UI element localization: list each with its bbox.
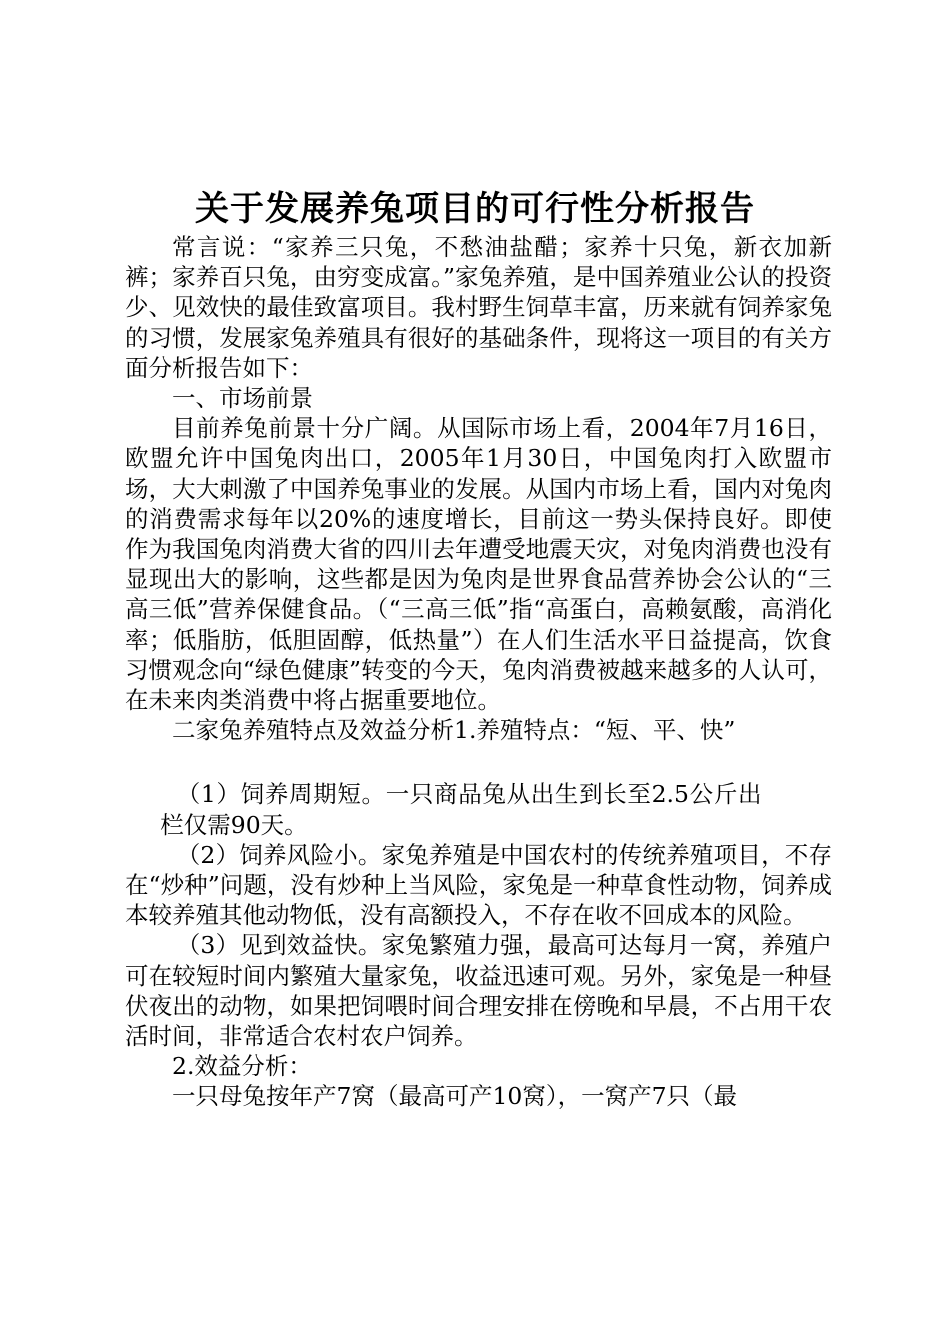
feature-item-1: （1）饲养周期短。一只商品兔从出生到长至2.5公斤出栏仅需90天。 — [160, 780, 762, 839]
feature-item-2: （2）饲养风险小。家兔养殖是中国农村的传统养殖项目，不存在“炒种”问题，没有炒种上当风险，家兔是一种草食性动物，饲养成本较养殖其他动物低，没有高额投入，不存在收不回成本的风险。 — [125, 840, 832, 930]
section-heading-market: 一、市场前景 — [172, 384, 313, 413]
benefit-paragraph: 一只母兔按年产7窝（最高可产10窝），一窝产7只（最 — [172, 1082, 738, 1111]
document-body — [125, 232, 832, 1112]
section-heading-features: 二家兔养殖特点及效益分析1.养殖特点：“短、平、快” — [172, 716, 736, 745]
subheading-benefit: 2.效益分析： — [172, 1052, 312, 1081]
feature-item-3: （3）见到效益快。家兔繁殖力强，最高可达每月一窝，养殖户可在较短时间内繁殖大量家兔，收益迅速可观。另外，家兔是一种昼伏夜出的动物，如果把饲喂时间合理安排在傍晚和早晨，不占用干农活时间，非常适合农村农户饲养。 — [125, 931, 832, 1051]
intro-paragraph: 常言说：“家养三只兔，不愁油盐醋；家养十只兔，新衣加新裤；家养百只兔，由穷变成富。”家兔养殖，是中国养殖业公认的投资少、见效快的最佳致富项目。我村野生饲草丰富，历来就有饲养家兔的习惯，发展家兔养殖具有很好的基础条件，现将这一项目的有关方面分析报告如下： — [125, 233, 832, 382]
market-paragraph: 目前养兔前景十分广阔。从国际市场上看，2004年7月16日，欧盟允许中国兔肉出口，2005年1月30日，中国兔肉打入欧盟市场，大大刺激了中国养兔事业的发展。从国内市场上看，国内对兔肉的消费需求每年以20%的速度增长，目前这一势头保持良好。即使作为我国兔肉消费大省的四川去年遭受地震天灾，对兔肉消费也没有显现出大的影响，这些都是因为兔肉是世界食品营养协会公认的“三高三低”营养保健食品。（“三高三低”指“高蛋白，高赖氨酸，高消化率；低脂肪，低胆固醇，低热量”）在人们生活水平日益提高，饮食习惯观念向“绿色健康”转变的今天，兔肉消费被越来越多的人认可，在未来肉类消费中将占据重要地位。 — [125, 414, 832, 715]
document-title: 关于发展养兔项目的可行性分析报告 — [195, 189, 755, 229]
